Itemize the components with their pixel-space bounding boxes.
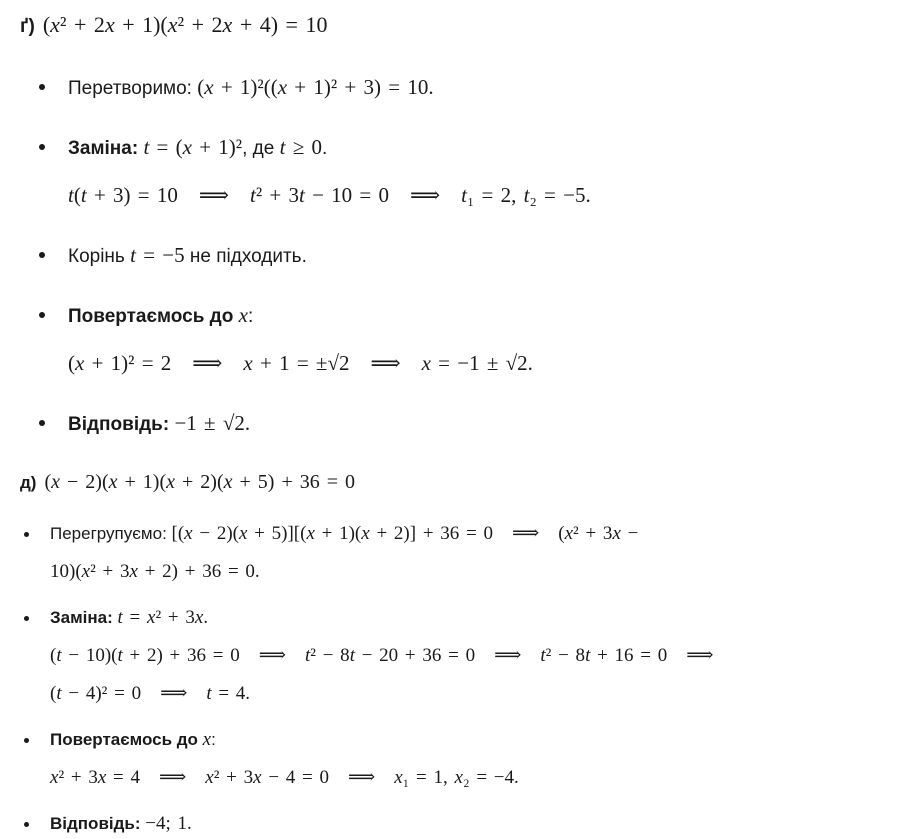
math-expression: (x + 1)² = 2 ⟹ x + 1 = ±√2 ⟹ x = −1 ± √2.	[68, 351, 533, 375]
solution-line	[50, 763, 880, 793]
section-g-heading	[20, 8, 880, 44]
text-run: :	[211, 730, 216, 749]
text-run: Перегрупуємо:	[50, 524, 172, 543]
bold-label: Повертаємось до	[50, 730, 203, 749]
solution-line	[50, 809, 880, 839]
bullet-marker	[20, 725, 50, 793]
bullet-marker	[20, 70, 68, 106]
solution-line	[50, 603, 880, 633]
section-g-equation: (x² + 2x + 1)(x² + 2x + 4) = 10	[42, 12, 328, 37]
text-run: :	[247, 306, 254, 327]
bullet-content	[50, 603, 880, 709]
bullet-item	[20, 238, 880, 274]
bullet-item	[20, 406, 880, 442]
bullet-marker	[20, 238, 68, 274]
bullet-dot-icon	[39, 252, 45, 258]
math-expression: t = −5	[130, 243, 185, 267]
bullet-marker	[20, 130, 68, 214]
math-expression: −4; 1.	[145, 813, 192, 834]
bullet-dot-icon	[24, 616, 29, 621]
bullet-item	[20, 519, 880, 587]
bullet-dot-icon	[39, 144, 45, 150]
math-expression: t = x² + 3x.	[117, 607, 209, 628]
bullet-item	[20, 70, 880, 106]
solution-line	[68, 238, 880, 274]
math-expression: x² + 3x = 4 ⟹ x² + 3x − 4 = 0 ⟹ x₁ = 1, x₂ = −4.	[50, 767, 519, 788]
solution-line	[68, 406, 880, 442]
math-expression: t(t + 3) = 10 ⟹ t² + 3t − 10 = 0 ⟹ t₁ = 2, t₂ = −5.	[68, 183, 591, 207]
bold-label: Повертаємось до	[68, 306, 239, 327]
solution-line	[50, 519, 880, 549]
solution-line	[50, 725, 880, 755]
bullet-item	[20, 298, 880, 382]
bullet-item	[20, 130, 880, 214]
bullet-marker	[20, 603, 50, 709]
math-expression: (x + 1)²((x + 1)² + 3) = 10.	[197, 75, 434, 99]
bullet-content	[50, 809, 880, 839]
bullet-content	[68, 406, 880, 442]
bullet-dot-icon	[24, 532, 29, 537]
bullet-marker	[20, 809, 50, 839]
bullet-dot-icon	[24, 822, 29, 827]
solution-line	[68, 70, 880, 106]
text-run: не підходить.	[184, 246, 307, 267]
math-expression: 10)(x² + 3x + 2) + 36 = 0.	[50, 561, 260, 582]
section-d-heading	[20, 466, 880, 499]
section-d-equation: (x − 2)(x + 1)(x + 2)(x + 5) + 36 = 0	[44, 471, 356, 493]
bullet-content	[68, 130, 880, 214]
section-d	[20, 466, 880, 839]
bullet-content	[68, 70, 880, 106]
bold-label: Заміна:	[68, 138, 144, 159]
bold-label: Відповідь:	[68, 414, 175, 435]
math-expression: −1 ± √2.	[174, 411, 251, 435]
section-g-label: ґ)	[20, 16, 35, 37]
math-expression: [(x − 2)(x + 5)][(x + 1)(x + 2)] + 36 = 0 ⟹ (x² + 3x −	[171, 523, 639, 544]
math-expression: (t − 10)(t + 2) + 36 = 0 ⟹ t² − 8t − 20 + 36 = 0 ⟹ t² − 8t + 16 = 0 ⟹	[50, 645, 714, 666]
solution-line	[50, 641, 880, 671]
text-run: .	[321, 138, 328, 159]
bullet-dot-icon	[39, 84, 45, 90]
text-run: Перетворимо:	[68, 78, 198, 99]
bullet-marker	[20, 298, 68, 382]
math-expression: x	[238, 303, 248, 327]
bullet-marker	[20, 406, 68, 442]
math-expression: t ≥ 0	[279, 135, 322, 159]
bullet-item	[20, 725, 880, 793]
solution-line	[68, 298, 880, 334]
bullet-dot-icon	[39, 420, 45, 426]
bold-label: Заміна:	[50, 608, 118, 627]
bullet-item	[20, 809, 880, 839]
text-run: Корінь	[68, 246, 131, 267]
section-d-label: д)	[20, 473, 37, 492]
solution-line	[50, 557, 880, 587]
bullet-content	[68, 238, 880, 274]
bullet-content	[68, 298, 880, 382]
solution-line	[68, 178, 880, 214]
bullet-dot-icon	[39, 312, 45, 318]
bullet-dot-icon	[24, 738, 29, 743]
text-run: , де	[242, 138, 280, 159]
bold-label: Відповідь:	[50, 814, 146, 833]
bullet-content	[50, 725, 880, 793]
bullet-marker	[20, 519, 50, 587]
section-g	[20, 8, 880, 442]
solution-line	[50, 679, 880, 709]
bullet-content	[50, 519, 880, 587]
math-expression: (t − 4)² = 0 ⟹ t = 4.	[50, 683, 251, 704]
math-expression: t = (x + 1)²	[143, 135, 243, 159]
math-expression: x	[202, 729, 212, 750]
bullet-item	[20, 603, 880, 709]
solution-line	[68, 130, 880, 166]
solution-line	[68, 346, 880, 382]
